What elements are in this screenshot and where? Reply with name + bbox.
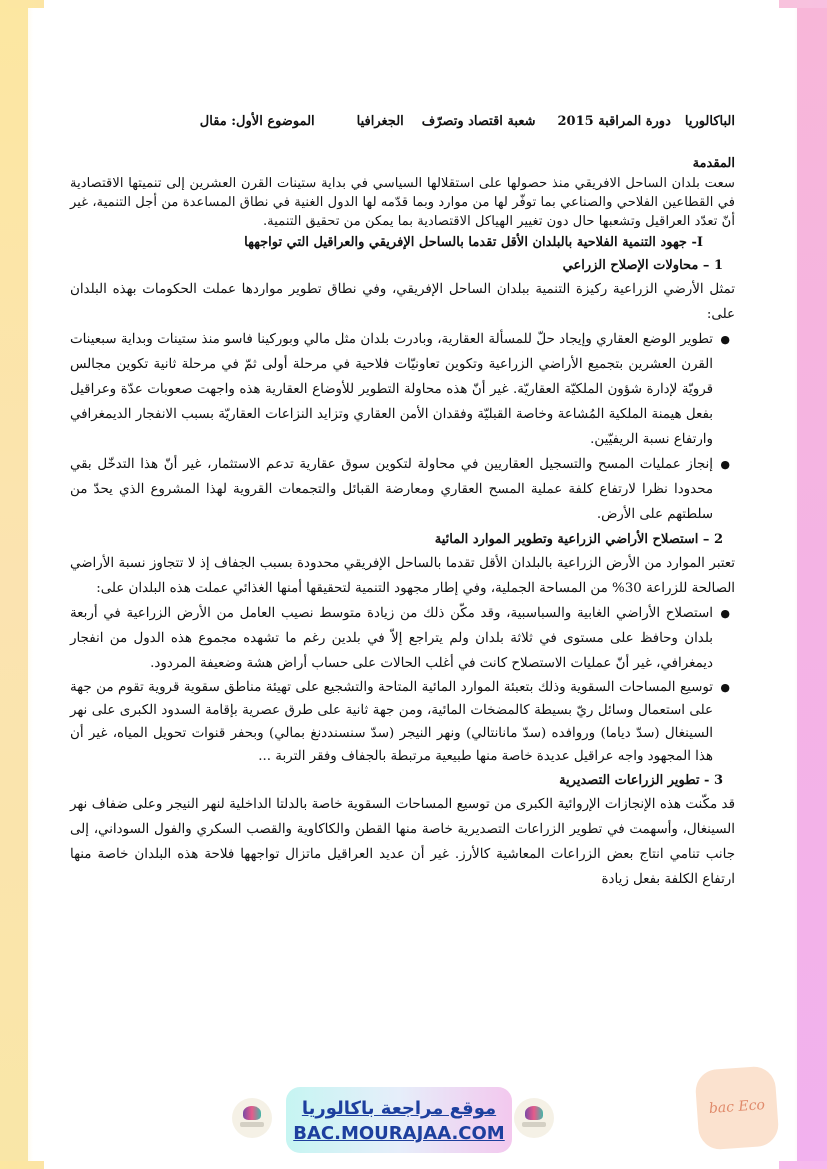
subsection-3-title: 3 - تطوير الزراعات التصديرية — [559, 773, 723, 788]
list-item — [70, 327, 730, 452]
header-exam: الباكالوريا — [684, 114, 735, 129]
page-border-left — [0, 0, 28, 1169]
page-border-right — [797, 0, 827, 1169]
header-topic: الموضوع الأول: مقال — [199, 114, 315, 129]
list-item-text: توسيع المساحات السقوية وذلك بتعبئة الموارد المائية المتاحة والتشجيع على تهيئة مناطق سقوية قروية تقوم من جهة على استعمال وسائل ريّ بسيطة كالمضخات المائية، ومن جهة ثانية على طرق عصرية بإقامة السدود الكبرى على نهر السينغال (سدّ دياما) وروافده (سدّ مانانتالي) ونهر النيجر (سدّ سنسنددنغ بمالي) وبحفر قنوات تحويل المياه، غير أن هذا المجهود واجه عراقيل عديدة خاصة منها طبيعية مرتبطة بالجفاف وفقر التربة ... — [70, 680, 713, 764]
header-subject: الجغرافيا — [356, 114, 404, 129]
site-url[interactable]: BAC.MOURAJAA.COM — [293, 1123, 505, 1144]
site-logo-left-icon — [232, 1098, 272, 1138]
header-session: دورة المراقبة 2015 — [557, 114, 671, 129]
header-branch: شعبة اقتصاد وتصرّف — [421, 114, 536, 129]
site-link-badge[interactable] — [286, 1087, 512, 1153]
bullet-icon: ● — [720, 458, 730, 471]
list-item — [70, 601, 730, 676]
subsection-2-title: 2 – استصلاح الأراضي الزراعية وتطوير الموارد المائية — [434, 532, 723, 547]
site-logo-right-icon — [514, 1098, 554, 1138]
list-item-text: تطوير الوضع العقاري وإيجاد حلّ للمسألة العقارية، وبادرت بلدان مثل مالي وبوركينا فاسو منذ ستينات وبداية سبعينات القرن العشرين بتجميع الأراضي الزراعية وتكوين تعاونيّات فلاحية في مرحلة أولى ثمّ في مرحلة ثانية تكوين مجالس قرويّة لإدارة شؤون الملكيّة العقاريّة. غير أنّ هذه محاولة التطوير للأوضاع العقارية هذه واجهت صعوبات عدّة وعراقيل بفعل هيمنة الملكية المُشاعة وخاصة القبليّة وفقدان الأمن العقاري وتزايد النزاعات العقاريّة بسبب الانفجار الديمغرافي وارتفاع نسبة الريفيّين. — [70, 332, 713, 447]
subsection-2-paragraph: تعتبر الموارد من الأرض الزراعية بالبلدان الأقل تقدما بالساحل الإفريقي محدودة بسبب الجفاف إذ لا تتجاوز نسبة الأراضي الصالحة للزراعة 30% من المساحة الجملية، وفي إطار مجهود التنمية لتحقيقها أمنها الغذائي عملت هذه البلدان على: — [70, 556, 735, 596]
bac-eco-logo-text: bac Eco — [708, 1097, 766, 1117]
subsection-1-paragraph: تمثل الأرضي الزراعية ركيزة التنمية ببلدان الساحل الإفريقي، وفي نطاق تطوير مواردها عملت الحكومات بهذه البلدان على: — [70, 282, 735, 322]
bullet-icon: ● — [720, 607, 730, 620]
bullet-icon: ● — [720, 681, 730, 694]
document-content — [70, 112, 735, 892]
subsection-1-list — [70, 327, 735, 527]
site-name-arabic[interactable]: موقع مراجعة باكالوريا — [301, 1098, 497, 1119]
section-1-title: I- جهود التنمية الفلاحية بالبلدان الأقل تقدما بالساحل الإفريقي والعراقيل التي تواجهها — [244, 235, 703, 250]
bullet-icon: ● — [720, 333, 730, 346]
list-item — [70, 676, 730, 768]
list-item — [70, 452, 730, 527]
list-item-text: إنجاز عمليات المسح والتسجيل العقاريين في محاولة لتكوين سوق عقارية تدعم الاستثمار، غير أنّ هذا التدخّل بقي محدودا نظرا لارتفاع كلفة عملية المسح العقاري ومعارضة القبائل والتجمعات القروية لهذا المشروع الذي يحدّ من سلطتهم على الأرض. — [70, 457, 713, 522]
subsection-1-title: 1 – محاولات الإصلاح الزراعي — [562, 258, 723, 273]
subsection-2-list — [70, 601, 735, 768]
subsection-3-paragraph: قد مكّنت هذه الإنجازات الإروائية الكبرى من توسيع المساحات السقوية خاصة بالدلتا الداخلية لنهر النيجر وعلى ضفاف نهر السينغال، وأسهمت في تطوير الزراعات التصديرية خاصة منها القطن والكاكاوية والقصب السكري والفول السوداني، إلى جانب تنامي انتاج بعض الزراعات المعاشية كالأرز. غير أن عديد العراقيل ماتزال تواجهها فلاحة هذه البلدان خاصة منها ارتفاع الكلفة بفعل زيادة — [70, 797, 735, 887]
intro-text: سعت بلدان الساحل الافريقي منذ حصولها على استقلالها السياسي في بداية ستينات القرن العشرين إلى تنميتها الاقتصادية في القطاعين الفلاحي والصناعي بما توفّر لها من موارد وبما قدّمه لها الدول الغنية في نطاق المساعدة من أجل التنمية، غير أنّ تعدّد العراقيل وتشعبها حال دون تغيير الهياكل الاقتصادية بما يمكن من تحقيق التنمية. — [70, 176, 735, 229]
intro-title: المقدمة — [692, 156, 735, 171]
bac-eco-logo — [694, 1065, 779, 1150]
list-item-text: استصلاح الأراضي الغابية والسباسبية، وقد مكّن ذلك من زيادة متوسط نصيب العامل من الأرض الزراعية في أربعة بلدان وحافظ على مستوى في ثلاثة بلدان ولم يتراجع إلاّ في بلدين رغم ما تشهده مجموع هذه الدول من انفجار ديمغرافي، غير أنّ عمليات الاستصلاح كانت في أغلب الحالات على حساب أراض هشة وضعيفة المردود. — [70, 606, 713, 671]
exam-header — [70, 112, 735, 132]
